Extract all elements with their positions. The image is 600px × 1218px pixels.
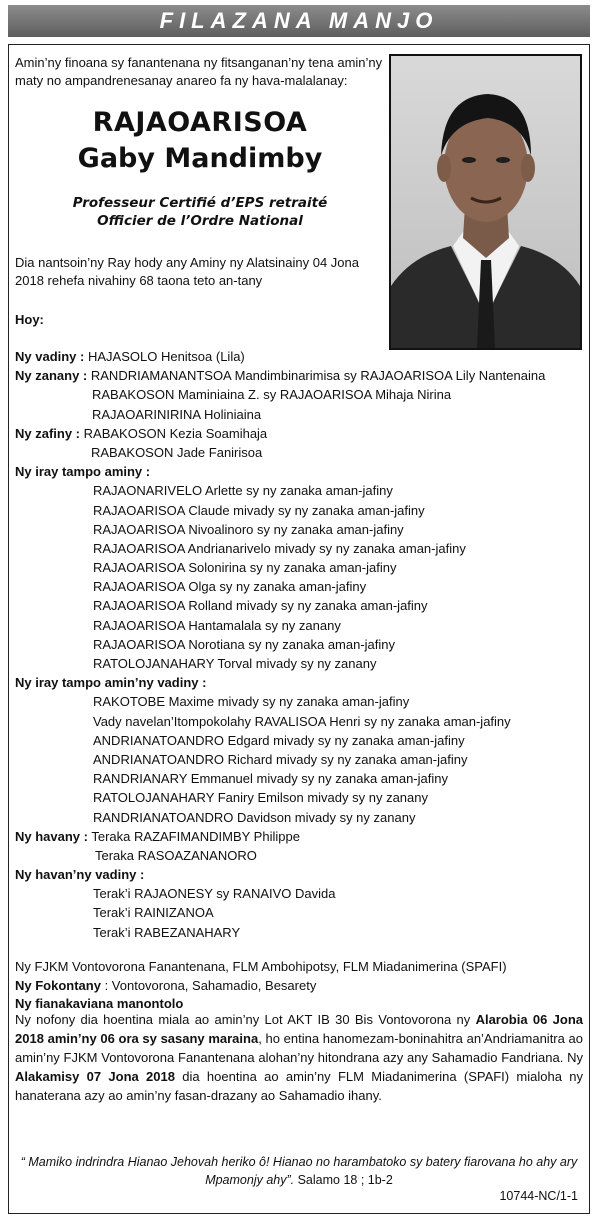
- quote-reference: Salamo 18 ; 1b-2: [294, 1173, 393, 1187]
- list-item: RAJAOARISOA Norotiana sy ny zanaka aman-jafiny: [93, 636, 396, 652]
- list-item: RANDRIANARY Emmanuel mivady sy ny zanaka aman-jafiny: [93, 771, 448, 787]
- list-item: ANDRIANATOANDRO Richard mivady sy ny zanaka aman-jafiny: [93, 751, 468, 767]
- list-item: [15, 366, 585, 385]
- funeral-date-1: Alarobia 06 Jona 2018 amin’ny 06 ora sy sasany maraina: [15, 1012, 583, 1046]
- list-item: RAJAONARIVELO Arlette sy ny zanaka aman-jafiny: [93, 483, 393, 499]
- fokontany-value: : Vontovorona, Sahamadio, Besarety: [100, 977, 317, 993]
- hoy-label: Hoy:: [15, 312, 44, 327]
- bible-quote: [15, 1153, 583, 1189]
- list-item: RAJAOARISOA Andrianarivelo mivady sy ny zanaka aman-jafiny: [93, 540, 466, 556]
- iray-tampo-vadiny-label: Ny iray tampo amin’ny vadiny :: [15, 675, 207, 691]
- title-line: Officier de l’Ordre National: [97, 213, 303, 229]
- list-item: Terak’i RAJAONESY sy RANAIVO Davida: [93, 886, 336, 902]
- churches-block: [15, 958, 585, 1014]
- death-notice: Dia nantsoin’ny Ray hody any Aminy ny Alatsinainy 04 Jona 2018 rehefa nivahiny 68 taona teto an-tany: [15, 255, 359, 288]
- zafiny-value: RABAKOSON Kezia Soamihaja: [83, 425, 268, 441]
- havan-vadiny-label: Ny havan’ny vadiny :: [15, 867, 145, 883]
- list-item: RANDRIANATOANDRO Davidson mivady sy ny zanany: [93, 809, 416, 825]
- intro-text: Amin’ny finoana sy fanantenana ny fitsanganan’ny tena amin’ny maty no ampandrenesanay anareo fa ny hava-malalanay:: [15, 55, 383, 88]
- funeral-date-2: Alakamisy 07 Jona 2018: [15, 1069, 175, 1084]
- list-item: RAJAOARISOA Claude mivady sy ny zanaka aman-jafiny: [93, 502, 425, 518]
- list-item: RABAKOSON Jade Fanirisoa: [91, 444, 263, 460]
- fokontany-line: [15, 977, 585, 996]
- zafiny-label: Ny zafiny :: [15, 425, 81, 441]
- funeral-details: [15, 1010, 583, 1105]
- zanany-label: Ny zanany :: [15, 368, 88, 384]
- fianakaviana-label: Ny fianakaviana manontolo: [15, 996, 184, 1011]
- list-item: Teraka RASOAZANANORO: [95, 847, 257, 863]
- deceased-surname: RAJAOARISOA: [92, 107, 308, 138]
- list-item: RAJAOARINIRINA Holiniaina: [92, 406, 262, 422]
- list-item: ANDRIANATOANDRO Edgard mivady sy ny zanaka aman-jafiny: [93, 732, 465, 748]
- list-item: [15, 827, 585, 846]
- deceased-titles: [15, 194, 385, 230]
- funeral-text: , ho entina hanomezam-boninahitra an’Andriamanitra ao amin’ny FJKM Vontovorona Fanantenana alohan’ny hitondrana azy any Sahamadio Fandriana. Ny: [15, 1031, 583, 1065]
- list-item: RAKOTOBE Maxime mivady sy ny zanaka aman-jafiny: [93, 694, 410, 710]
- list-item: RATOLOJANAHARY Faniry Emilson mivady sy ny zanany: [93, 790, 428, 806]
- list-item: RATOLOJANAHARY Torval mivady sy ny zanany: [93, 656, 377, 671]
- vadiny-value: HAJASOLO Henitsoa (Lila): [87, 349, 245, 364]
- family-list: [15, 347, 585, 942]
- deceased-given-names: Gaby Mandimby: [77, 143, 323, 174]
- list-item: [15, 865, 585, 884]
- fokontany-label: Ny Fokontany: [15, 977, 101, 993]
- list-item: RAJAOARISOA Olga sy ny zanaka aman-jafiny: [93, 579, 367, 595]
- list-item: Terak’i RAINIZANOA: [93, 905, 214, 921]
- list-item: [15, 462, 585, 481]
- list-item: Terak’i RABEZANAHARY: [93, 924, 241, 940]
- banner-title: FILAZANA MANJO: [159, 8, 439, 33]
- list-item: RAJAOARISOA Nivoalinoro sy ny zanaka aman-jafiny: [93, 521, 404, 537]
- zanany-value: RANDRIAMANANTSOA Mandimbinarimisa sy RAJAOARISOA Lily Nantenaina: [90, 368, 546, 384]
- notice-code: 10744-NC/1-1: [499, 1189, 578, 1203]
- quote-text: “ Mamiko indrindra Hianao Jehovah heriko ô! Hianao no harambatoko sy batery fiarovana ho ahy ary Mpamonjy ahy”.: [20, 1155, 578, 1187]
- list-item: RAJAOARISOA Hantamalala sy ny zanany: [93, 617, 341, 633]
- list-item: [15, 673, 585, 692]
- havany-label: Ny havany :: [15, 828, 88, 844]
- havany-value: Teraka RAZAFIMANDIMBY Philippe: [91, 828, 300, 844]
- portrait-photo: [389, 54, 582, 350]
- list-item: RAJAOARISOA Solonirina sy ny zanaka aman-jafiny: [93, 560, 397, 576]
- list-item: [15, 424, 585, 443]
- header-banner: [8, 5, 590, 37]
- funeral-text: Ny nofony dia hoentina miala ao amin’ny Lot AKT IB 30 Bis Vontovorona ny: [15, 1012, 476, 1027]
- title-line: Professeur Certifié d’EPS retraité: [72, 195, 328, 211]
- vadiny-label: Ny vadiny :: [15, 349, 85, 364]
- iray-tampo-label: Ny iray tampo aminy :: [15, 464, 151, 480]
- churches-line: Ny FJKM Vontovorona Fanantenana, FLM Ambohipotsy, FLM Miadanimerina (SPAFI): [15, 959, 507, 974]
- portrait-icon: [391, 56, 580, 348]
- list-item: RABAKOSON Maminiaina Z. sy RAJAOARISOA Mihaja Nirina: [92, 387, 452, 403]
- list-item: [15, 347, 585, 366]
- list-item: Vady navelan’Itompokolahy RAVALISOA Henri sy ny zanaka aman-jafiny: [93, 713, 511, 729]
- funeral-text: dia hoentina ao amin’ny FLM Miadanimerina (SPAFI) mialoha ny hanaterana azy ao amin’ny fasan-drazany ao Sahamadio ihany.: [15, 1069, 583, 1103]
- list-item: RAJAOARISOA Rolland mivady sy ny zanaka aman-jafiny: [93, 598, 428, 614]
